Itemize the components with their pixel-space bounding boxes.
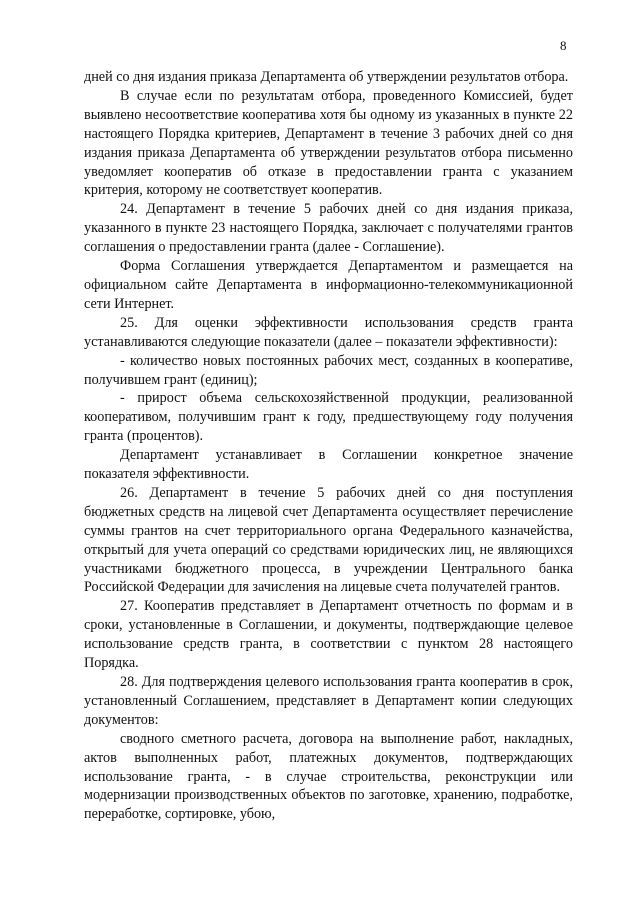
paragraph-item-28: 28. Для подтверждения целевого использования гранта кооператив в срок, установленный Соглашением, представляет в Департамент копии следующих документов: (84, 674, 573, 728)
paragraph-item-27: 27. Кооператив представляет в Департамент отчетность по формам и в сроки, установленные в Соглашении, и документы, подтверждающие целевое использование средств гранта, в соответствии с пунктом 28 настоящего Порядка. (84, 598, 573, 672)
paragraph-item-25: 25. Для оценки эффективности использования средств гранта устанавливаются следующие показатели (далее – показатели эффективности): (84, 314, 573, 350)
paragraph-item-26: 26. Департамент в течение 5 рабочих дней со дня поступления бюджетных средств на лицевой счет Департамента осуществляет перечисление суммы грантов на счет территориального органа Федерального казначейства, открытый для учета операций со средствами юридических лиц, не являющихся участниками бюджетного процесса, в учреждении Центрального банка Российской Федерации для зачисления на лицевые счета получателей грантов. (84, 484, 573, 596)
paragraph-rejection-notice: В случае если по результатам отбора, проведенного Комиссией, будет выявлено несоответствие кооператива хотя бы одному из указанных в пункте 22 настоящего Порядка критериев, Департамент в течение 3 рабочих дней со дня издания приказа Департамента об утверждении результатов отбора письменно уведомляет кооператив об отказе в предоставлении гранта с указанием критерия, которому не соответствует кооператив. (84, 87, 573, 199)
paragraph-indicator-jobs: - количество новых постоянных рабочих мест, созданных в кооперативе, получившем грант (единиц); (84, 352, 573, 388)
paragraph-item-24: 24. Департамент в течение 5 рабочих дней со дня издания приказа, указанного в пункте 23 настоящего Порядка, заключает с получателями грантов соглашения о предоставлении гранта (далее - Соглашение). (84, 201, 573, 256)
document-body (84, 68, 573, 824)
paragraph-indicator-value: Департамент устанавливает в Соглашении конкретное значение показателя эффективности. (84, 447, 573, 483)
paragraph-documents-list: сводного сметного расчета, договора на выполнение работ, накладных, актов выполненных работ, платежных документов, подтверждающих использование гранта, - в случае строительства, реконструкции или модернизации производственных объектов по заготовке, хранению, подработке, переработке, сортировке, убою, (84, 730, 573, 823)
page-number: 8 (560, 38, 567, 53)
paragraph-continuation: дней со дня издания приказа Департамента об утверждении результатов отбора. (84, 69, 569, 85)
paragraph-indicator-growth: - прирост объема сельскохозяйственной продукции, реализованной кооперативом, получившим грант к году, предшествующему году получения гранта (процентов). (84, 390, 573, 445)
paragraph-agreement-form: Форма Соглашения утверждается Департаментом и размещается на официальном сайте Департамента в информационно-телекоммуникационной сети Интернет. (84, 258, 573, 312)
